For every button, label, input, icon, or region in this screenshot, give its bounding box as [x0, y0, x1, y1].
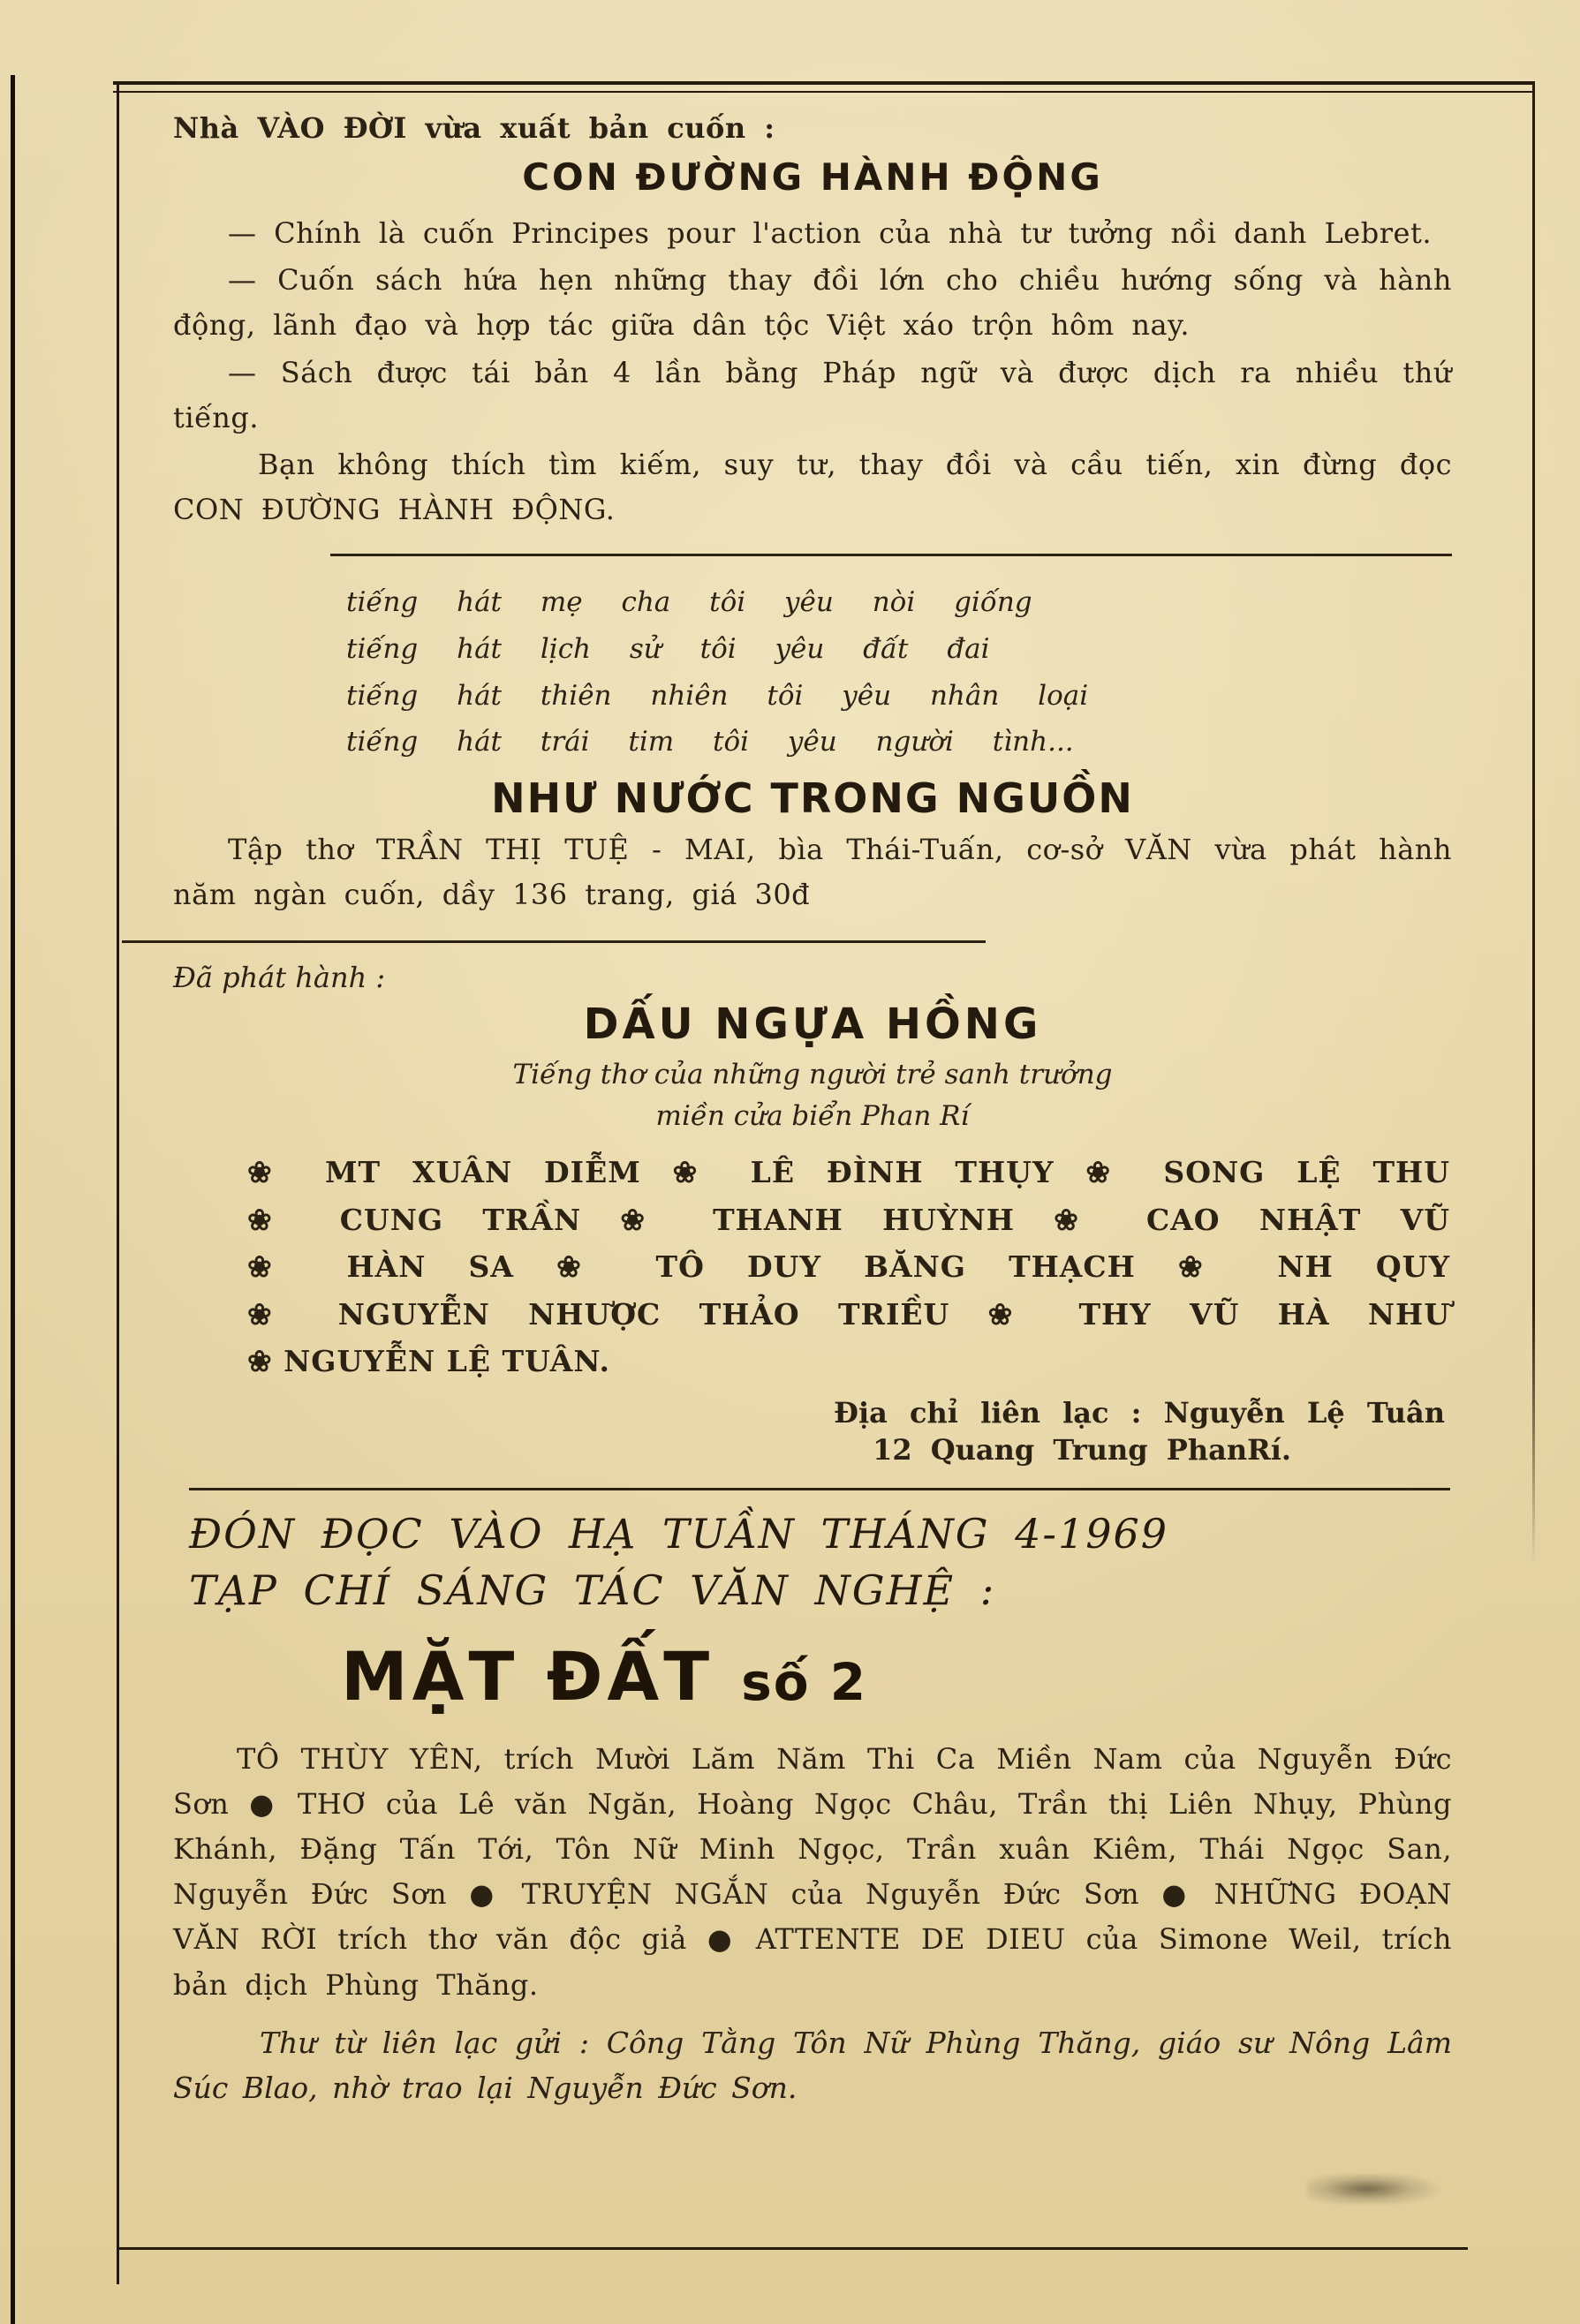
- correspondence-note: Thư từ liên lạc gửi : Công Tằng Tôn Nữ Phùng Thăng, giáo sư Nông Lâm Súc Blao, nhờ trao lại Nguyễn Đức Sơn.: [173, 2025, 1452, 2105]
- ink-smudge: [1307, 2174, 1457, 2204]
- frame-border-left: [117, 81, 119, 2284]
- released-label: Đã phát hành :: [173, 961, 386, 995]
- poetry-collection-info: Tập thơ TRẦN THỊ TUỆ - MAI, bìa Thái-Tuấn, cơ-sở VĂN vừa phát hành năm ngàn cuốn, dầy 136 trang, giá 30đ: [173, 833, 1452, 912]
- book-paragraph: — Chính là cuốn Principes pour l'action của nhà tư tưởng nồi danh Lebret.: [228, 216, 1432, 250]
- magazine-contents: TÔ THÙY YÊN, trích Mười Lăm Năm Thi Ca Miền Nam của Nguyễn Đức Sơn ● THƠ của Lê văn Ngăn, Hoàng Ngọc Châu, Trần thị Liên Nhụy, Phùng Khánh, Đặng Tấn Tới, Tôn Nữ Minh Ngọc, Trần xuân Kiêm, Thái Ngọc San, Nguyễn Đức Sơn ● TRUYỆN NGẮN của Nguyễn Đức Sơn ● NHỮNG ĐOẠN VĂN RỜI trích thơ văn độc giả ● ATTENTE DE DIEU của Simone Weil, trích bản dịch Phùng Thăng.: [173, 1741, 1452, 2002]
- author-row: ❀ CUNG TRẦN ❀ THANH HUỲNH ❀ CAO NHẬT VŨ: [247, 1202, 1450, 1237]
- magazine-issue-number: số 2: [741, 1651, 868, 1712]
- contact-line: Địa chỉ liên lạc : Nguyễn Lệ Tuân: [834, 1395, 1445, 1430]
- collection-subtitle: miền cửa biển Phan Rí: [655, 1099, 970, 1132]
- contact-address: 12 Quang Trung PhanRí.: [873, 1432, 1291, 1467]
- divider-1: [330, 554, 1452, 556]
- divider-2: [122, 940, 986, 943]
- magazine-announce-line-2: TẠP CHÍ SÁNG TÁC VĂN NGHỆ :: [189, 1566, 996, 1614]
- magazine-announce-line-1: ĐÓN ĐỌC VÀO HẠ TUẦN THÁNG 4-1969: [189, 1509, 1169, 1558]
- frame-border-top-inner: [113, 91, 1535, 93]
- magazine-title: MẶT ĐẤT: [341, 1636, 714, 1716]
- book-title: CON ĐƯỜNG HÀNH ĐỘNG: [522, 155, 1103, 199]
- frame-border-right: [1532, 81, 1535, 1565]
- book-paragraph: — Cuốn sách hứa hẹn những thay đồi lớn cho chiều hướng sống và hành động, lãnh đạo và hợp tác giữa dân tộc Việt xáo trộn hôm nay.: [173, 263, 1452, 343]
- page-content: [173, 111, 1452, 2110]
- collection-subtitle: Tiếng thơ của những người trẻ sanh trưởng: [512, 1059, 1113, 1091]
- magazine-title-line: [341, 1637, 1452, 1716]
- book-paragraph: — Sách được tái bản 4 lần bằng Pháp ngữ và được dịch ra nhiều thứ tiếng.: [173, 355, 1452, 434]
- author-list: [247, 1149, 1450, 1385]
- author-row: ❀ HÀN SA ❀ TÔ DUY BĂNG THẠCH ❀ NH QUY: [247, 1249, 1450, 1285]
- author-row: ❀ NGUYỄN LỆ TUÂN.: [247, 1344, 610, 1379]
- divider-3: [189, 1488, 1450, 1490]
- frame-border-bottom: [117, 2247, 1468, 2250]
- author-row: ❀ MT XUÂN DIỄM ❀ LÊ ĐÌNH THỤY ❀ SONG LỆ THU: [247, 1155, 1450, 1190]
- publisher-intro-line: Nhà VÀO ĐỜI vừa xuất bản cuốn :: [173, 111, 775, 145]
- frame-border-top-outer: [113, 81, 1535, 85]
- poem-line: tiếng hát lịch sử tôi yêu đất đai: [346, 633, 990, 665]
- section-dau-ngua-hong: [173, 961, 1452, 1466]
- book-paragraph: Bạn không thích tìm kiếm, suy tư, thay đồi và cầu tiến, xin đừng đọc CON ĐƯỜNG HÀNH ĐỘNG.: [173, 447, 1452, 527]
- poetry-collection-title: NHƯ NƯỚC TRONG NGUỒN: [491, 774, 1134, 823]
- collection-title: DẤU NGỰA HỒNG: [583, 1000, 1042, 1050]
- poem-line: tiếng hát mẹ cha tôi yêu nòi giống: [346, 586, 1032, 619]
- page-edge-line: [11, 75, 15, 2324]
- section-mat-dat: [173, 1510, 1452, 2110]
- poem-block: [346, 579, 1452, 766]
- section-nhu-nuoc-trong-nguon: [173, 579, 1452, 917]
- author-row: ❀ NGUYỄN NHƯỢC THẢO TRIỀU ❀ THY VŨ HÀ NHƯ: [247, 1296, 1450, 1332]
- section-con-duong-hanh-dong: [173, 111, 1452, 532]
- poem-line: tiếng hát thiên nhiên tôi yêu nhân loại: [346, 679, 1089, 712]
- poem-line: tiếng hát trái tim tôi yêu người tình...: [346, 726, 1074, 758]
